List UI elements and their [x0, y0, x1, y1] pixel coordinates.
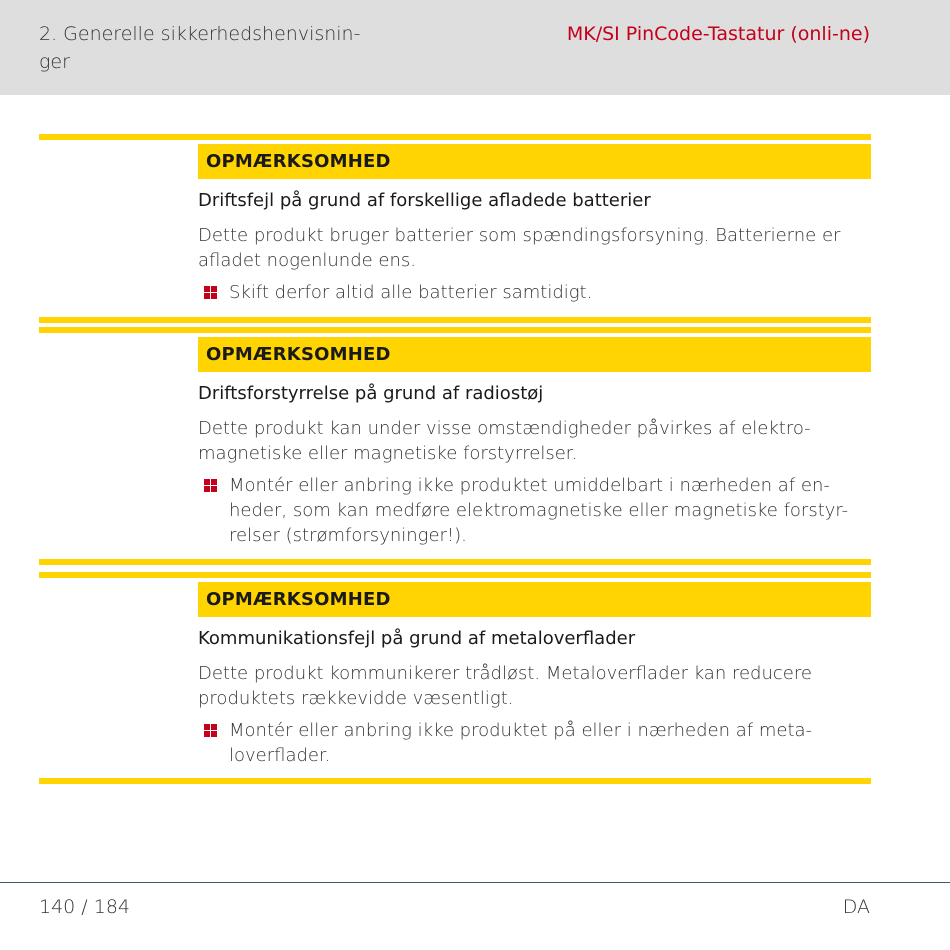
notice-bullet: [198, 280, 871, 305]
notice-bottom-bar: [39, 559, 871, 565]
notice-label: OPMÆRKSOMHED: [198, 144, 871, 179]
bullet-text: Skift derfor altid alle batterier samtidigt.: [229, 282, 593, 303]
notice-label: OPMÆRKSOMHED: [198, 582, 871, 617]
notice-bullet: [198, 473, 871, 548]
red-square-bullet-icon: [204, 724, 217, 737]
page-header: [0, 0, 950, 95]
notice-metal-surfaces: [39, 572, 871, 784]
notice-bottom-bar: [39, 778, 871, 784]
notice-label: OPMÆRKSOMHED: [198, 337, 871, 372]
notice-top-bar: [39, 572, 871, 578]
notice-top-bar: [39, 134, 871, 140]
chapter-title: 2. Generelle sikkerhedshenvisnin-ger: [39, 23, 361, 73]
bullet-text: Montér eller anbring ikke produktet på eller i nærheden af meta-loverflader.: [229, 720, 813, 766]
red-square-bullet-icon: [204, 479, 217, 492]
notice-bottom-bar: [39, 317, 871, 323]
footer-divider: [0, 882, 950, 883]
notice-battery: [39, 134, 871, 323]
notice-bullet: [198, 718, 871, 768]
notice-radio-interference: [39, 327, 871, 565]
notice-body: Dette produkt kan under visse omstændigheder påvirkes af elektro-magnetiske eller magnetiske forstyrrelser.: [198, 418, 811, 464]
product-title: MK/SI PinCode-Tastatur (onli-ne): [566, 23, 870, 45]
notice-top-bar: [39, 327, 871, 333]
notice-title: Driftsfejl på grund af forskellige afladede batterier: [198, 190, 651, 211]
notice-body: Dette produkt bruger batterier som spændingsforsyning. Batterierne er afladet nogenlunde ens.: [198, 225, 841, 271]
notice-title: Kommunikationsfejl på grund af metaloverflader: [198, 628, 636, 649]
notice-body: Dette produkt kommunikerer trådløst. Metaloverflader kan reducere produktets rækkevidde væsentligt.: [198, 663, 812, 709]
page-number: 140 / 184: [39, 896, 131, 918]
notice-title: Driftsforstyrrelse på grund af radiostøj: [198, 383, 544, 404]
language-code: DA: [842, 896, 870, 918]
bullet-text: Montér eller anbring ikke produktet umiddelbart i nærheden af en-heder, som kan medføre elektromagnetiske eller magnetiske forstyr-relser (strømforsyninger!).: [229, 475, 849, 546]
red-square-bullet-icon: [204, 286, 217, 299]
